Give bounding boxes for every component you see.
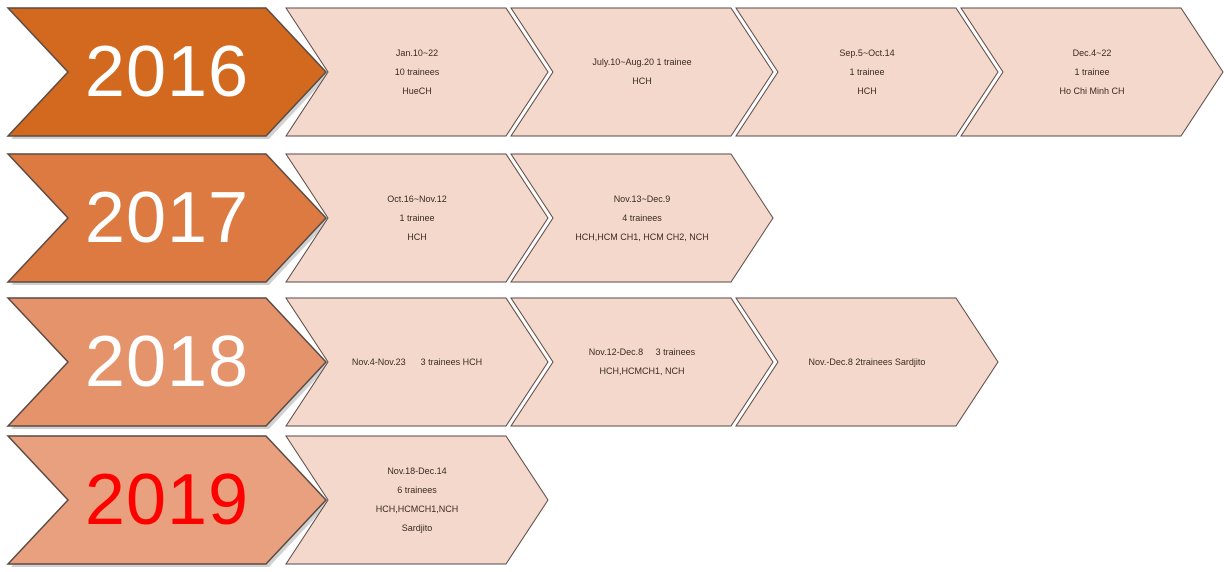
event-line: Nov.-Dec.8 2trainees Sardjito xyxy=(808,356,926,367)
event-line: Nov.12-Dec.8 3 trainees xyxy=(588,347,696,357)
event-line: 1 trainee xyxy=(1074,66,1110,77)
year-row xyxy=(0,436,1224,564)
event-text xyxy=(999,8,1185,136)
year-label: 2019 xyxy=(84,460,250,540)
event-line: 6 trainees xyxy=(397,485,437,495)
event-line: Sep.5~Oct.14 xyxy=(839,47,895,58)
year-chevron xyxy=(8,154,326,282)
event-line: HCH,HCMCH1, NCH xyxy=(599,366,685,376)
year-label: 2018 xyxy=(84,322,250,402)
event-line: HCH xyxy=(857,85,877,96)
event-text xyxy=(549,8,735,136)
event-chevron xyxy=(511,154,773,282)
year-chevron xyxy=(8,8,326,136)
event-chevron xyxy=(286,8,548,136)
event-line: 1 trainee xyxy=(399,212,435,223)
year-row xyxy=(0,8,1224,136)
event-line: Ho Chi Minh CH xyxy=(1059,85,1125,96)
event-line: HCH,HCMCH1,NCH xyxy=(375,504,459,514)
event-line: Oct.16~Nov.12 xyxy=(387,193,447,204)
event-chevron xyxy=(736,8,998,136)
event-line: HCH xyxy=(407,231,427,242)
event-line: Sardjito xyxy=(401,523,433,533)
year-chevron xyxy=(8,298,326,426)
event-chevron xyxy=(511,298,773,426)
event-line: Nov.13~Dec.9 xyxy=(613,193,671,204)
year-label: 2017 xyxy=(84,178,250,258)
event-text xyxy=(549,298,735,426)
year-row xyxy=(0,298,1224,426)
event-chevron xyxy=(286,154,548,282)
year-chevron xyxy=(8,436,326,564)
event-line: Jan.10~22 xyxy=(395,47,439,58)
event-chevron xyxy=(511,8,773,136)
event-line: Nov.18-Dec.14 xyxy=(387,466,447,476)
event-line: HueCH xyxy=(402,85,432,96)
event-text xyxy=(774,298,960,426)
event-line: July.10~Aug.20 1 trainee xyxy=(592,57,692,67)
event-chevron xyxy=(286,436,548,564)
event-line: Nov.4-Nov.23 3 trainees HCH xyxy=(351,356,483,367)
event-line: 10 trainees xyxy=(394,66,440,77)
year-row xyxy=(0,154,1224,282)
event-text xyxy=(324,8,510,136)
event-line: Dec.4~22 xyxy=(1072,47,1112,58)
year-label: 2016 xyxy=(84,32,250,112)
event-text xyxy=(549,154,735,282)
event-text xyxy=(774,8,960,136)
event-line: 1 trainee xyxy=(849,66,885,77)
event-chevron xyxy=(961,8,1223,136)
event-text xyxy=(324,436,510,564)
event-line: HCH xyxy=(632,76,652,86)
event-text xyxy=(324,298,510,426)
event-chevron xyxy=(286,298,548,426)
event-line: HCH,HCM CH1, HCM CH2, NCH xyxy=(575,231,709,242)
event-text xyxy=(324,154,510,282)
event-chevron xyxy=(736,298,998,426)
event-line: 4 trainees xyxy=(622,212,662,223)
